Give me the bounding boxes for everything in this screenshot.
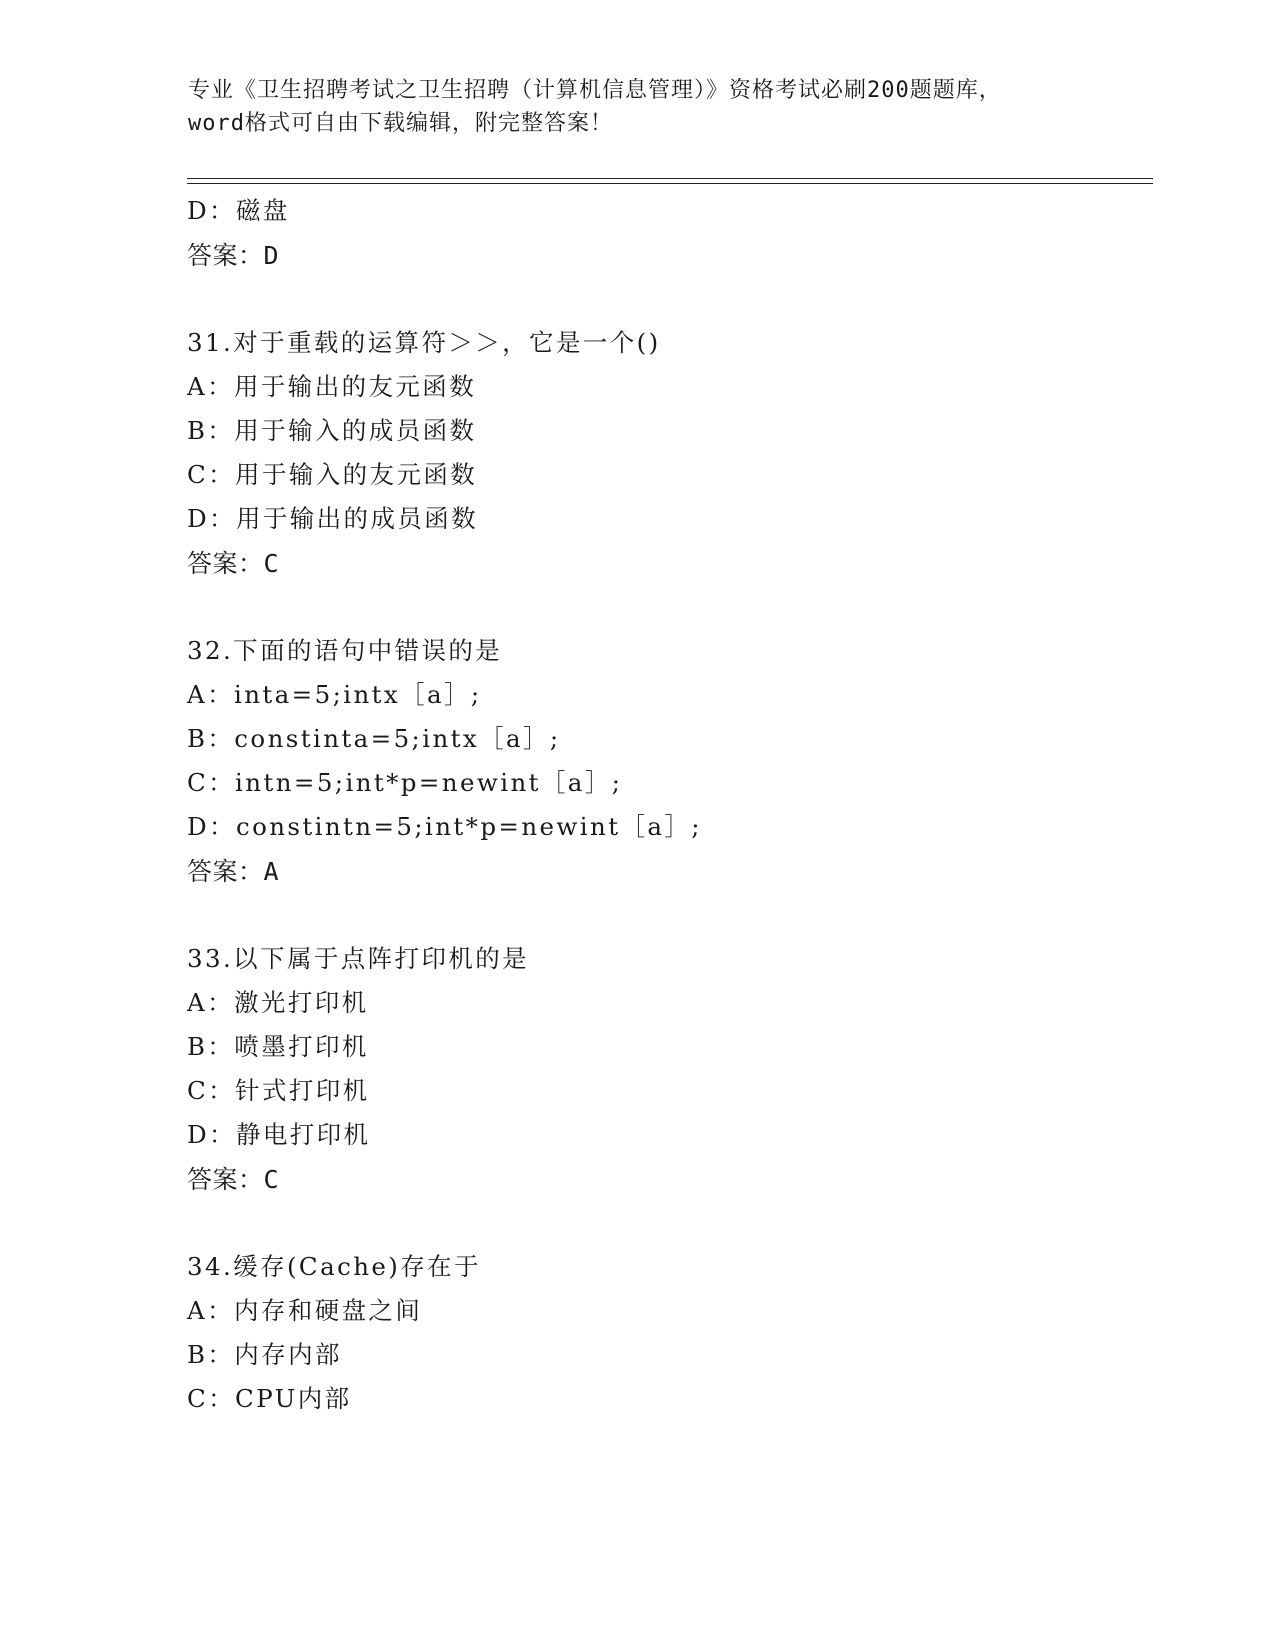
header-divider-top [187, 178, 1153, 179]
option-c: C：intn=5;int*p=newint［a］; [187, 768, 623, 797]
option-b: B：用于输入的成员函数 [187, 416, 477, 445]
option-c: C：用于输入的友元函数 [187, 460, 478, 489]
option-d: D：静电打印机 [187, 1120, 371, 1149]
question-stem: 33.以下属于点阵打印机的是 [187, 944, 530, 973]
header-divider-bottom [187, 183, 1153, 184]
header-line-1: 专业《卫生招聘考试之卫生招聘（计算机信息管理）》资格考试必刷200题题库， [188, 78, 1002, 103]
option-a: A：用于输出的友元函数 [187, 372, 477, 401]
option-a: A：激光打印机 [187, 988, 369, 1017]
option-a: A：inta=5;intx［a］; [187, 680, 482, 709]
answer-line: 答案：C [187, 1165, 280, 1194]
option-b: B：喷墨打印机 [187, 1032, 369, 1061]
answer-line: 答案：C [187, 549, 280, 578]
option-b: B：内存内部 [187, 1340, 342, 1369]
answer-line: 答案：D [187, 241, 280, 270]
answer-line: 答案：A [187, 857, 280, 886]
question-stem: 34.缓存(Cache)存在于 [187, 1252, 481, 1281]
option-c: C：CPU内部 [187, 1384, 352, 1413]
header-line-2: word格式可自由下载编辑，附完整答案！ [188, 111, 613, 136]
option-b: B：constinta=5;intx［a］; [187, 724, 561, 753]
option-d: D：磁盘 [187, 196, 290, 225]
option-c: C：针式打印机 [187, 1076, 370, 1105]
option-d: D：constintn=5;int*p=newint［a］; [187, 812, 702, 841]
option-d: D：用于输出的成员函数 [187, 504, 479, 533]
question-stem: 31.对于重载的运算符＞＞，它是一个() [187, 328, 661, 357]
document-header [188, 74, 1088, 140]
question-stem: 32.下面的语句中错误的是 [187, 636, 503, 665]
option-a: A：内存和硬盘之间 [187, 1296, 423, 1325]
